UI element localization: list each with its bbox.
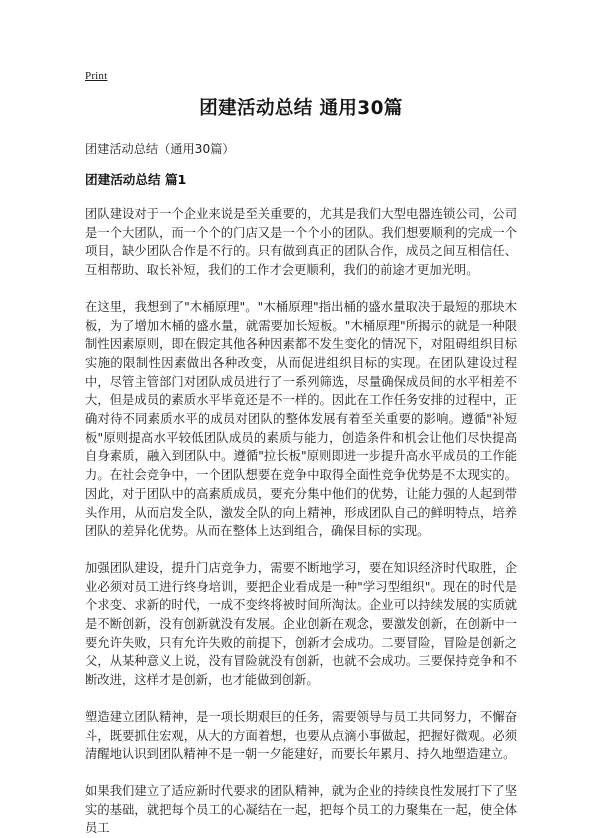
section-heading: 团建活动总结 篇1 xyxy=(85,172,187,187)
paragraph-list xyxy=(85,205,517,838)
paragraph: 团队建设对于一个企业来说是至关重要的，尤其是我们大型电器连锁公司，公司是一个大团队，而一个个的门店又是一个个小的团队。我们想要顺利的完成一个项目，缺少团队合作是不行的。只有做到真正的团队合作，成员之间互相信任、互相帮助、取长补短，我们的工作才会更顺利，我们的前途才更加光明。 xyxy=(85,207,517,278)
print-link[interactable]: Print xyxy=(85,70,108,82)
paragraph: 加强团队建设，提升门店竞争力，需要不断地学习，要在知识经济时代取胜，企业必须对员工进行终身培训，要把企业看成是一种"学习型组织"。现在的时代是个求变、求新的时代，一成不变终将被时间所淘汰。企业可以持续发展的实质就是不断创新，没有创新就没有发展。企业创新在观念，要激发创新，在创新中一要允许失败，只有允许失败的前提下，创新才会成功。二要冒险，冒险是创新之父，从某种意义上说，没有冒险就没有创新，也就不会成功。三要保持竞争和不断改进，这样才是创新，也才能做到创新。 xyxy=(85,560,517,688)
document-content xyxy=(85,96,517,838)
paragraph: 塑造建立团队精神，是一项长期艰巨的任务，需要领导与员工共同努力，不懈奋斗，既要抓住宏观，从大的方面着想，也要从点滴小事做起，把握好微观。必须清醒地认识到团队精神不是一朝一夕能建好，而要长年累月、持久地塑造建立。 xyxy=(85,709,517,762)
paragraph: 如果我们建立了适应新时代要求的团队精神，就为企业的持续良性发展打下了坚实的基础，就把每个员工的心凝结在一起，把每个员工的力聚集在一起，使全体员工 xyxy=(85,783,517,836)
document-subtitle: 团建活动总结（通用30篇） xyxy=(85,142,235,156)
paragraph: 在这里，我想到了"木桶原理"。"木桶原理"指出桶的盛水量取决于最短的那块木板，为了增加木桶的盛水量，就需要加长短板。"木桶原理"所揭示的就是一种限制性因素原则，即在假定其他各种因素都不发生变化的情况下，对阻碍组织目标实施的限制性因素做出各种改变，从而促进组织目标的实现。在团队建设过程中，尽管主管部门对团队成员进行了一系列筛选，尽量确保成员间的水平相差不大，但是成员的素质水平毕竟还是不一样的。因此在工作任务安排的过程中，正确对待不同素质水平的成员对团队的整体发展有着至关重要的影响。遵循"补短板"原则提高水平较低团队成员的素质与能力，创造条件和机会让他们尽快提高自身素质，融入到团队中。遵循"拉长板"原则即进一步提升高水平成员的工作能力。在社会竞争中，一个团队想要在竞争中取得全面性竞争优势是不太现实的。因此，对于团队中的高素质成员，要充分集中他们的优势，让能力强的人起到带头作用，从而启发全队，激发全队的向上精神，形成团队自己的鲜明特点，培养团队的差异化优势。从而在整体上达到组合，确保目标的实现。 xyxy=(85,299,517,539)
page-title: 团建活动总结 通用30篇 xyxy=(199,98,403,119)
